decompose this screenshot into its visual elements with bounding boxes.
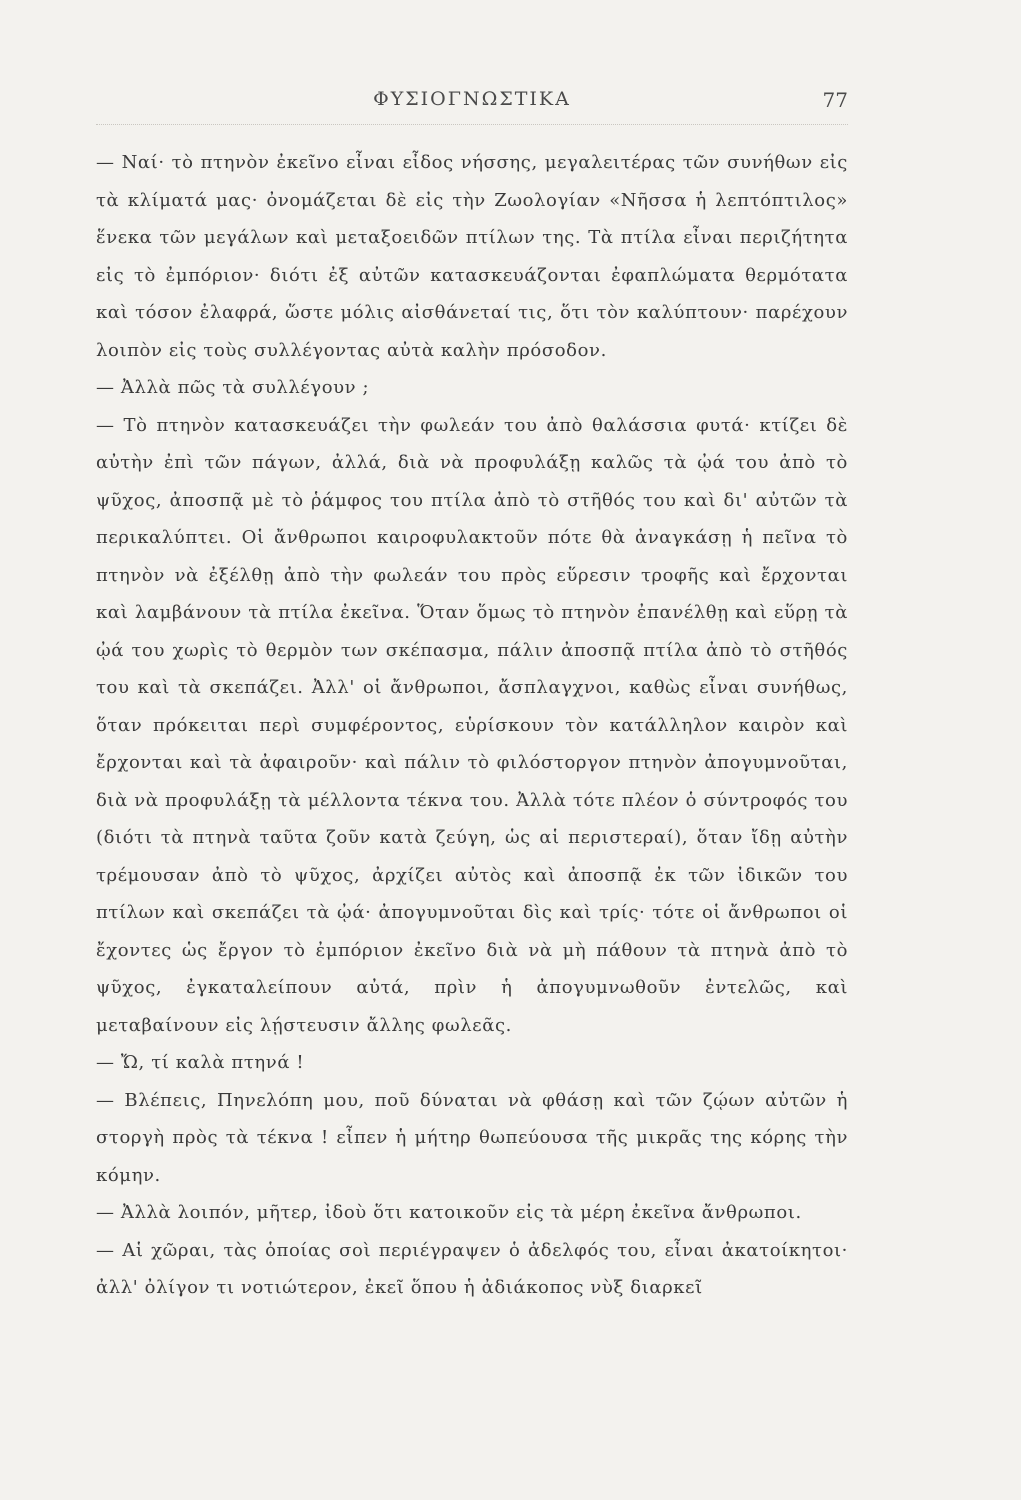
running-title: ΦΥΣΙΟΓΝΩΣΤΙΚΑ bbox=[373, 88, 571, 110]
paragraph-6: — Ἀλλὰ λοιπόν, μῆτερ, ἰδοὺ ὅτι κατοικοῦν εἰς τὰ μέρη ἐκεῖνα ἄνθρωποι. bbox=[96, 1202, 802, 1223]
header-rule bbox=[96, 124, 848, 125]
page-header bbox=[96, 88, 848, 122]
paragraph-4: — Ὤ, τί καλὰ πτηνά ! bbox=[96, 1052, 305, 1073]
paragraph-1: — Ναί· τὸ πτηνὸν ἐκεῖνο εἶναι εἶδος νήσσης, μεγαλειτέρας τῶν συνήθων εἰς τὰ κλίματά μας· ὀνομάζεται δὲ εἰς τὴν Ζωολογίαν «Νῆσσα ἡ λεπτόπτιλος» ἕνεκα τῶν μεγάλων καὶ μεταξοειδῶν πτίλων της. Τὰ πτίλα εἶναι περιζήτητα εἰς τὸ ἐμπόριον· διότι ἐξ αὐτῶν κατασκευάζονται ἐφαπλώματα θερμότατα καὶ τόσον ἐλαφρά, ὥστε μόλις αἰσθάνεταί τις, ὅτι τὸν καλύπτουν· παρέχουν λοιπὸν εἰς τοὺς συλλέγοντας αὐτὰ καλὴν πρόσοδον. bbox=[96, 152, 848, 361]
paragraph-3: — Τὸ πτηνὸν κατασκευάζει τὴν φωλεάν του ἀπὸ θαλάσσια φυτά· κτίζει δὲ αὐτὴν ἐπὶ τῶν πάγων, ἀλλά, διὰ νὰ προφυλάξῃ καλῶς τὰ ᾠά του ἀπὸ τὸ ψῦχος, ἀποσπᾷ μὲ τὸ ῥάμφος του πτίλα ἀπὸ τὸ στῆθός του καὶ δι' αὐτῶν τὰ περικαλύπτει. Οἱ ἄνθρωποι καιροφυλακτοῦν πότε θὰ ἀναγκάσῃ ἡ πεῖνα τὸ πτηνὸν νὰ ἐξέλθῃ ἀπὸ τὴν φωλεάν του πρὸς εὕρεσιν τροφῆς καὶ ἔρχονται καὶ λαμβάνουν τὰ πτίλα ἐκεῖνα. Ὅταν ὅμως τὸ πτηνὸν ἐπανέλθῃ καὶ εὕρῃ τὰ ᾠά του χωρὶς τὸ θερμὸν των σκέπασμα, πάλιν ἀποσπᾷ πτίλα ἀπὸ τὸ στῆθός του καὶ τὰ σκεπάζει. Ἀλλ' οἱ ἄνθρωποι, ἄσπλαγχνοι, καθὼς εἶναι συνήθως, ὅταν πρόκειται περὶ συμφέροντος, εὑρίσκουν τὸν κατάλληλον καιρὸν καὶ ἔρχονται καὶ τὰ ἀφαιροῦν· καὶ πάλιν τὸ φιλόστοργον πτηνὸν ἀπογυμνοῦται, διὰ νὰ προφυλάξῃ τὰ μέλλοντα τέκνα του. Ἀλλὰ τότε πλέον ὁ σύντροφός του (διότι τὰ πτηνὰ ταῦτα ζοῦν κατὰ ζεύγη, ὡς αἱ περιστεραί), ὅταν ἴδῃ αὐτὴν τρέμουσαν ἀπὸ τὸ ψῦχος, ἀρχίζει αὐτὸς καὶ ἀποσπᾷ ἐκ τῶν ἰδικῶν του πτίλων καὶ σκεπάζει τὰ ᾠά· ἀπογυμνοῦται δὶς καὶ τρίς· τότε οἱ ἄνθρωποι οἱ ἔχοντες ὡς ἔργον τὸ ἐμπόριον ἐκεῖνο διὰ νὰ μὴ πάθουν τὰ πτηνὰ ἀπὸ τὸ ψῦχος, ἐγκαταλείπουν αὐτά, πρὶν ἡ ἀπογυμνωθοῦν ἐντελῶς, καὶ μεταβαίνουν εἰς λῄστευσιν ἄλλης φωλεᾶς. bbox=[96, 414, 848, 1036]
page-number: 77 bbox=[822, 88, 848, 112]
paragraph-7: — Αἱ χῶραι, τὰς ὁποίας σοὶ περιέγραψεν ὁ ἀδελφός του, εἶναι ἀκατοίκητοι· ἀλλ' ὀλίγον τι νοτιώτερον, ἐκεῖ ὅπου ἡ ἀδιάκοπος νὺξ διαρκεῖ bbox=[96, 1239, 848, 1298]
paragraph-5: — Βλέπεις, Πηνελόπη μου, ποῦ δύναται νὰ φθάσῃ καὶ τῶν ζῴων αὐτῶν ἡ στοργὴ πρὸς τὰ τέκνα ! εἶπεν ἡ μήτηρ θωπεύουσα τῆς μικρᾶς της κόρης τὴν κόμην. bbox=[96, 1089, 848, 1186]
paragraph-2: — Ἀλλὰ πῶς τὰ συλλέγουν ; bbox=[96, 377, 370, 398]
page-body bbox=[96, 144, 848, 1307]
